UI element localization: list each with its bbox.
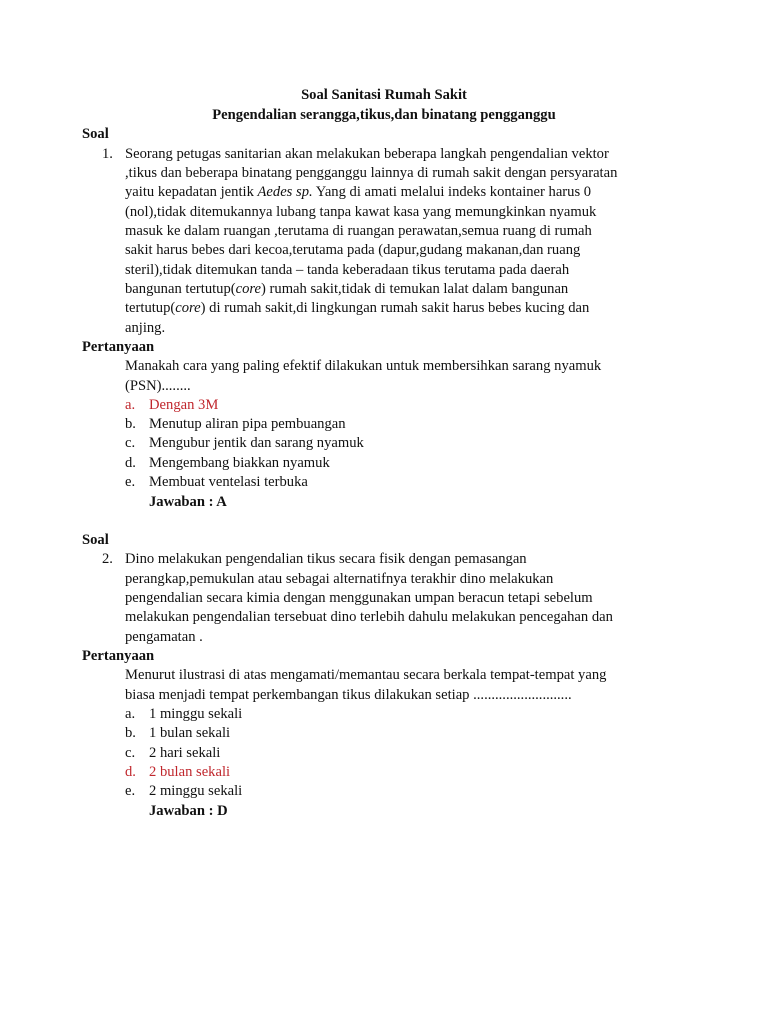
- case-line: melakukan pengendalian tersebuat dino terlebih dahulu melakukan pencegahan dan: [125, 609, 613, 625]
- option-letter: a.: [125, 706, 136, 722]
- question-line: biasa menjadi tempat perkembangan tikus dilakukan setiap ...........................: [125, 687, 572, 703]
- core-term: core: [235, 281, 262, 297]
- case-line: pengendalian secara kimia dengan menggunakan umpan beracun tetapi sebelum: [125, 590, 593, 606]
- question-line: (PSN)........: [125, 378, 191, 394]
- option-text: 1 bulan sekali: [149, 725, 231, 741]
- option-letter: b.: [125, 725, 136, 741]
- case-line: Dino melakukan pengendalian tikus secara fisik dengan pemasangan: [125, 551, 527, 567]
- case-line: perangkap,pemukulan atau sebagai alternatifnya terakhir dino melakukan: [125, 571, 554, 587]
- option-text: Dengan 3M: [149, 397, 219, 413]
- case-line: [125, 280, 568, 299]
- case-line: steril),tidak ditemukan tanda – tanda keberadaan tikus terutama pada daerah: [125, 262, 570, 278]
- question-line: Menurut ilustrasi di atas mengamati/memantau secara berkala tempat-tempat yang: [125, 667, 607, 683]
- case-line: ,tikus dan beberapa binatang pengganggu lainnya di rumah sakit dengan persyaratan: [125, 165, 618, 181]
- case-line: Seorang petugas sanitarian akan melakukan beberapa langkah pengendalian vektor: [125, 146, 609, 162]
- option-text: 1 minggu sekali: [149, 706, 243, 722]
- option-letter: c.: [125, 745, 136, 761]
- case-line: masuk ke dalam ruangan ,terutama di ruangan perawatan,semua ruang di rumah: [125, 223, 592, 239]
- option-a-correct: [125, 396, 135, 415]
- case-line: [125, 299, 589, 318]
- case-text: bangunan tertutup(: [125, 281, 236, 297]
- option-text: 2 hari sekali: [149, 745, 221, 761]
- option-text: Mengembang biakkan nyamuk: [149, 455, 330, 471]
- option-letter-correct: d.: [125, 764, 136, 780]
- option-text: 2 minggu sekali: [149, 783, 243, 799]
- option-text-correct: 2 bulan sekali: [149, 764, 231, 780]
- option-letter: d.: [125, 455, 136, 471]
- pertanyaan-label-1: Pertanyaan: [82, 339, 155, 355]
- core-term: core: [175, 300, 201, 316]
- option-letter: e.: [125, 783, 136, 799]
- case-text: ) rumah sakit,tidak di temukan lalat dalam bangunan: [261, 281, 569, 297]
- option-letter: c.: [125, 435, 136, 451]
- question-number-2: 2.: [102, 551, 113, 567]
- option-letter: b.: [125, 416, 136, 432]
- pertanyaan-label-2: Pertanyaan: [82, 648, 155, 664]
- case-line: pengamatan .: [125, 629, 203, 645]
- question-number-1: 1.: [102, 146, 113, 162]
- option-letter: e.: [125, 474, 136, 490]
- option-letter: a.: [125, 397, 136, 413]
- document-subtitle: Pengendalian serangga,tikus,dan binatang pengganggu: [212, 107, 556, 123]
- case-text: tertutup(: [125, 300, 176, 316]
- answer-1: Jawaban : A: [149, 494, 227, 510]
- document-title: Soal Sanitasi Rumah Sakit: [301, 87, 467, 103]
- answer-2: Jawaban : D: [149, 803, 228, 819]
- option-text: Menutup aliran pipa pembuangan: [149, 416, 346, 432]
- case-line: (nol),tidak ditemukannya lubang tanpa kawat kasa yang memungkinkan nyamuk: [125, 204, 597, 220]
- case-text: yaitu kepadatan jentik: [125, 184, 258, 200]
- option-text: Membuat ventelasi terbuka: [149, 474, 308, 490]
- option-text: Mengubur jentik dan sarang nyamuk: [149, 435, 364, 451]
- case-line: anjing.: [125, 320, 166, 336]
- species-name: Aedes sp.: [257, 184, 313, 200]
- case-line: sakit harus bebes dari kecoa,terutama pada (dapur,gudang makanan,dan ruang: [125, 242, 581, 258]
- soal-label-1: Soal: [82, 126, 109, 142]
- case-text: ) di rumah sakit,di lingkungan rumah sakit harus bebes kucing dan: [200, 300, 590, 316]
- case-text: Yang di amati melalui indeks kontainer harus 0: [312, 184, 592, 200]
- soal-label-2: Soal: [82, 532, 109, 548]
- case-line: [125, 183, 591, 202]
- question-line: Manakah cara yang paling efektif dilakukan untuk membersihkan sarang nyamuk: [125, 358, 602, 374]
